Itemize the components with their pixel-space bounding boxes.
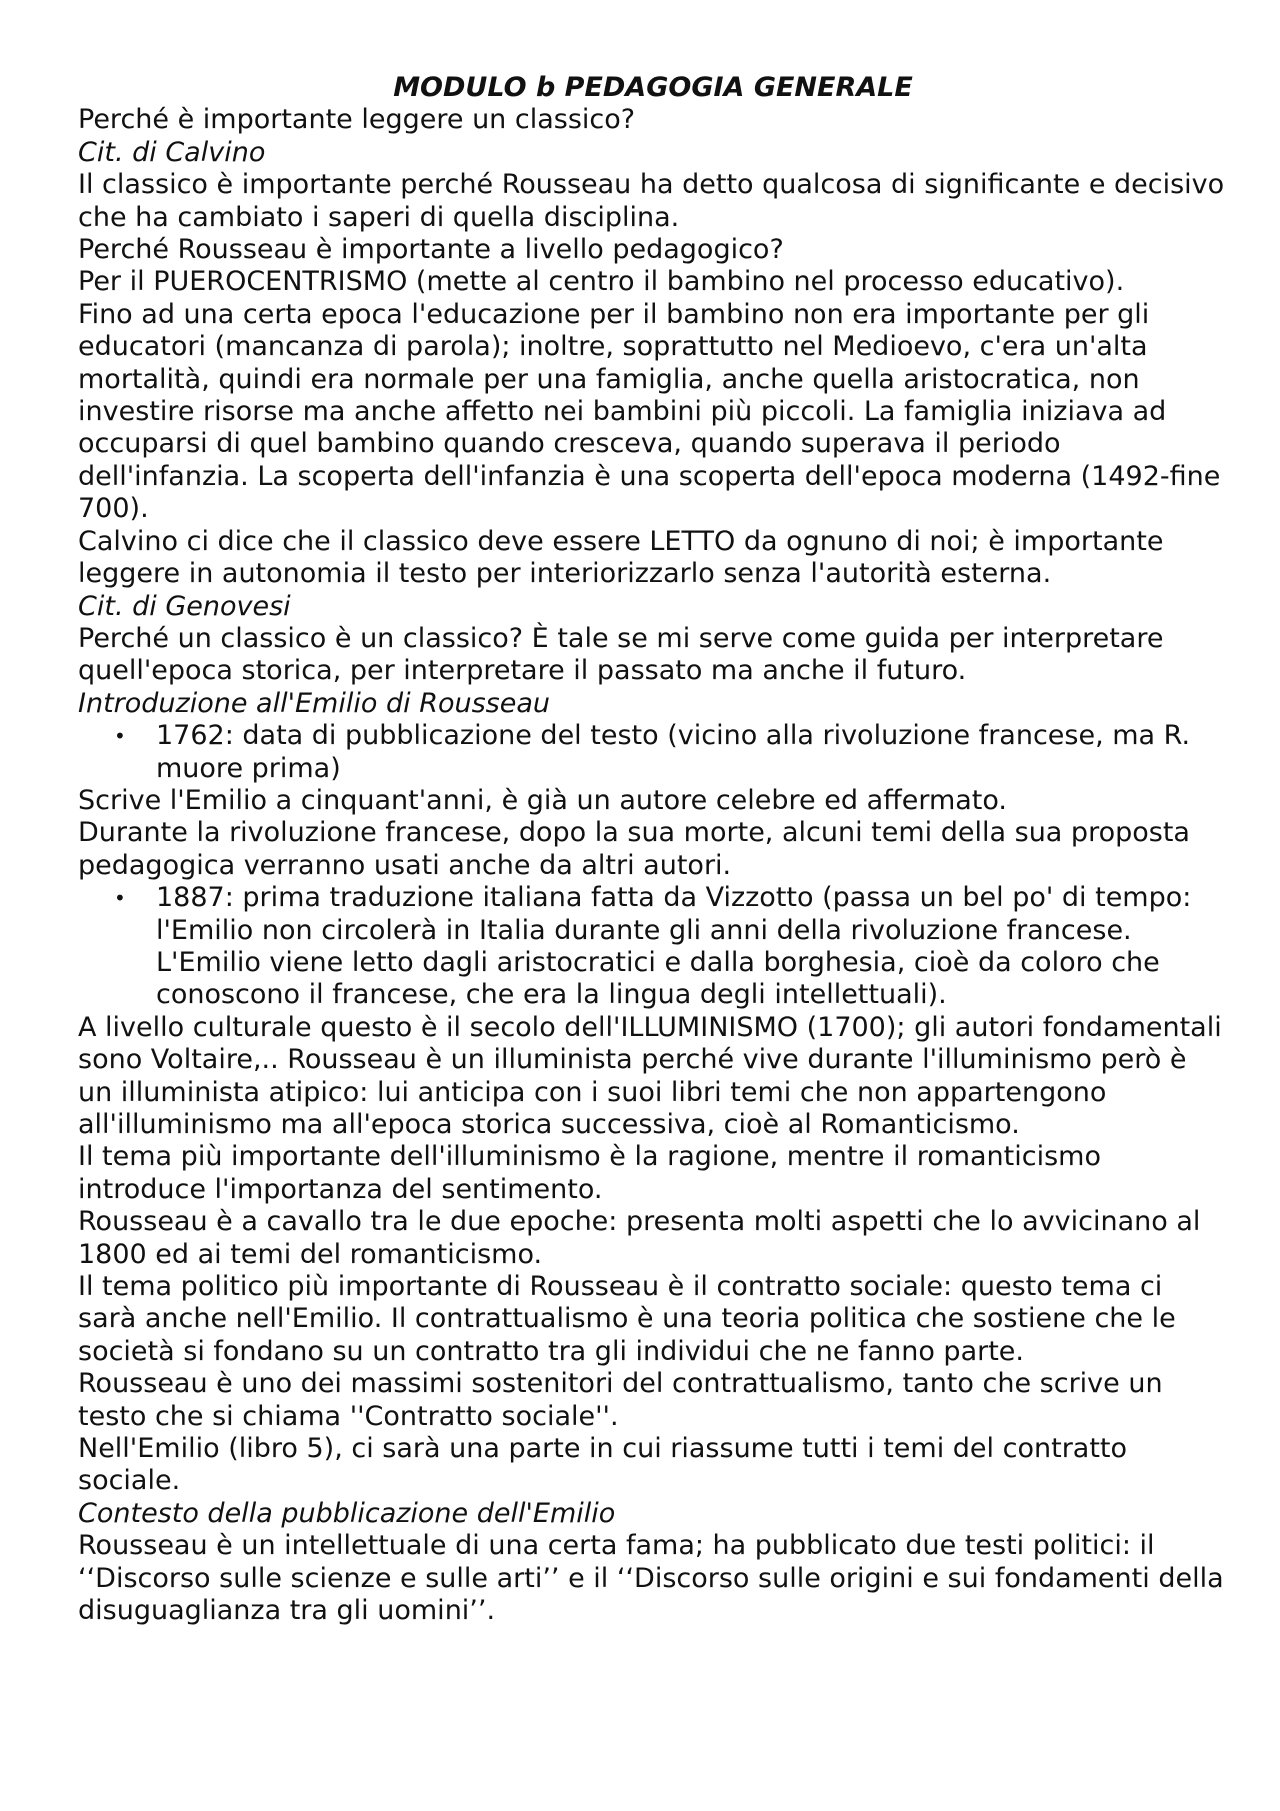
paragraph: Perché un classico è un classico? È tale se mi serve come guida per interpretare quell'epoca storica, per interpretare il passato ma anche il futuro. xyxy=(78,622,1164,687)
document-title: MODULO b PEDAGOGIA GENERALE xyxy=(393,72,913,103)
paragraph: Rousseau è a cavallo tra le due epoche: presenta molti aspetti che lo avvicinano al 1800 ed ai temi del romanticismo. xyxy=(78,1206,1201,1270)
list-item xyxy=(78,720,1228,785)
paragraph: Durante la rivoluzione francese, dopo la sua morte, alcuni temi della sua proposta pedagogica verranno usati anche da altri autori. xyxy=(78,817,1190,881)
question-rousseau-pedagogy: Perché Rousseau è importante a livello pedagogico? xyxy=(78,234,784,266)
section-heading-calvino: Cit. di Calvino xyxy=(78,136,266,168)
paragraph: A livello culturale questo è il secolo dell'ILLUMINISMO (1700); gli autori fondamentali sono Voltaire,.. Rousseau è un illuminista perché vive durante l'illuminismo però è un illuminista atipico: lui anticipa con i suoi libri temi che non appartengono all'illuminismo ma all'epoca storica successiva, cioè al Romanticismo. xyxy=(78,1011,1222,1140)
paragraph: Scrive l'Emilio a cinquant'anni, è già un autore celebre ed affermato. xyxy=(78,784,1008,816)
paragraph: Calvino ci dice che il classico deve essere LETTO da ognuno di noi; è importante leggere in autonomia il testo per interiorizzarlo senza l'autorità esterna. xyxy=(78,525,1164,590)
paragraph: Il classico è importante perché Rousseau ha detto qualcosa di significante e decisivo che ha cambiato i saperi di quella disciplina. xyxy=(78,169,1225,233)
question-why-read-classic: Perché è importante leggere un classico? xyxy=(78,104,636,136)
list-item-text: 1887: prima traduzione italiana fatta da Vizzotto (passa un bel po' di tempo: l'Emilio non circolerà in Italia durante gli anni della rivoluzione francese. L'Emilio viene letto dagli aristocratici e dalla borghesia, cioè da coloro che conoscono il francese, che era la lingua degli intellettuali). xyxy=(156,882,1192,1011)
paragraph: Rousseau è un intellettuale di una certa fama; ha pubblicato due testi politici: il ‘‘Discorso sulle scienze e sulle arti’’ e il ‘‘Discorso sulle origini e sui fondamenti della disuguaglianza tra gli uomini’’. xyxy=(78,1530,1224,1627)
section-heading-contesto: Contesto della pubblicazione dell'Emilio xyxy=(78,1497,616,1529)
list-item-text: 1762: data di pubblicazione del testo (vicino alla rivoluzione francese, ma R. muore prima) xyxy=(156,720,1191,784)
document-page xyxy=(78,72,1228,1628)
section-heading-introduzione: Introduzione all'Emilio di Rousseau xyxy=(78,687,550,719)
bullet-list xyxy=(78,882,1228,1012)
list-item xyxy=(78,882,1228,1012)
paragraph: Fino ad una certa epoca l'educazione per il bambino non era importante per gli educatori (mancanza di parola); inoltre, soprattutto nel Medioevo, c'era un'alta mortalità, quindi era normale per una famiglia, anche quella aristocratica, non investire risorse ma anche affetto nei bambini più piccoli. La famiglia iniziava ad occuparsi di quel bambino quando cresceva, quando superava il periodo dell'infanzia. La scoperta dell'infanzia è una scoperta dell'epoca moderna (1492-fine 700). xyxy=(78,298,1221,525)
bullet-list xyxy=(78,720,1228,785)
paragraph: Nell'Emilio (libro 5), ci sarà una parte in cui riassume tutti i temi del contratto sociale. xyxy=(78,1433,1128,1497)
paragraph: Rousseau è uno dei massimi sostenitori del contrattualismo, tanto che scrive un testo che si chiama ''Contratto sociale''. xyxy=(78,1368,1163,1432)
paragraph: Per il PUEROCENTRISMO (mette al centro il bambino nel processo educativo). xyxy=(78,266,1125,298)
bullet-icon: • xyxy=(114,886,126,911)
paragraph: Il tema più importante dell'illuminismo è la ragione, mentre il romanticismo introduce l'importanza del sentimento. xyxy=(78,1141,1101,1205)
section-heading-genovesi: Cit. di Genovesi xyxy=(78,590,291,622)
bullet-icon: • xyxy=(114,724,126,749)
paragraph: Il tema politico più importante di Rousseau è il contratto sociale: questo tema ci sarà anche nell'Emilio. Il contrattualismo è una teoria politica che sostiene che le società si fondano su un contratto tra gli individui che ne fanno parte. xyxy=(78,1271,1176,1367)
